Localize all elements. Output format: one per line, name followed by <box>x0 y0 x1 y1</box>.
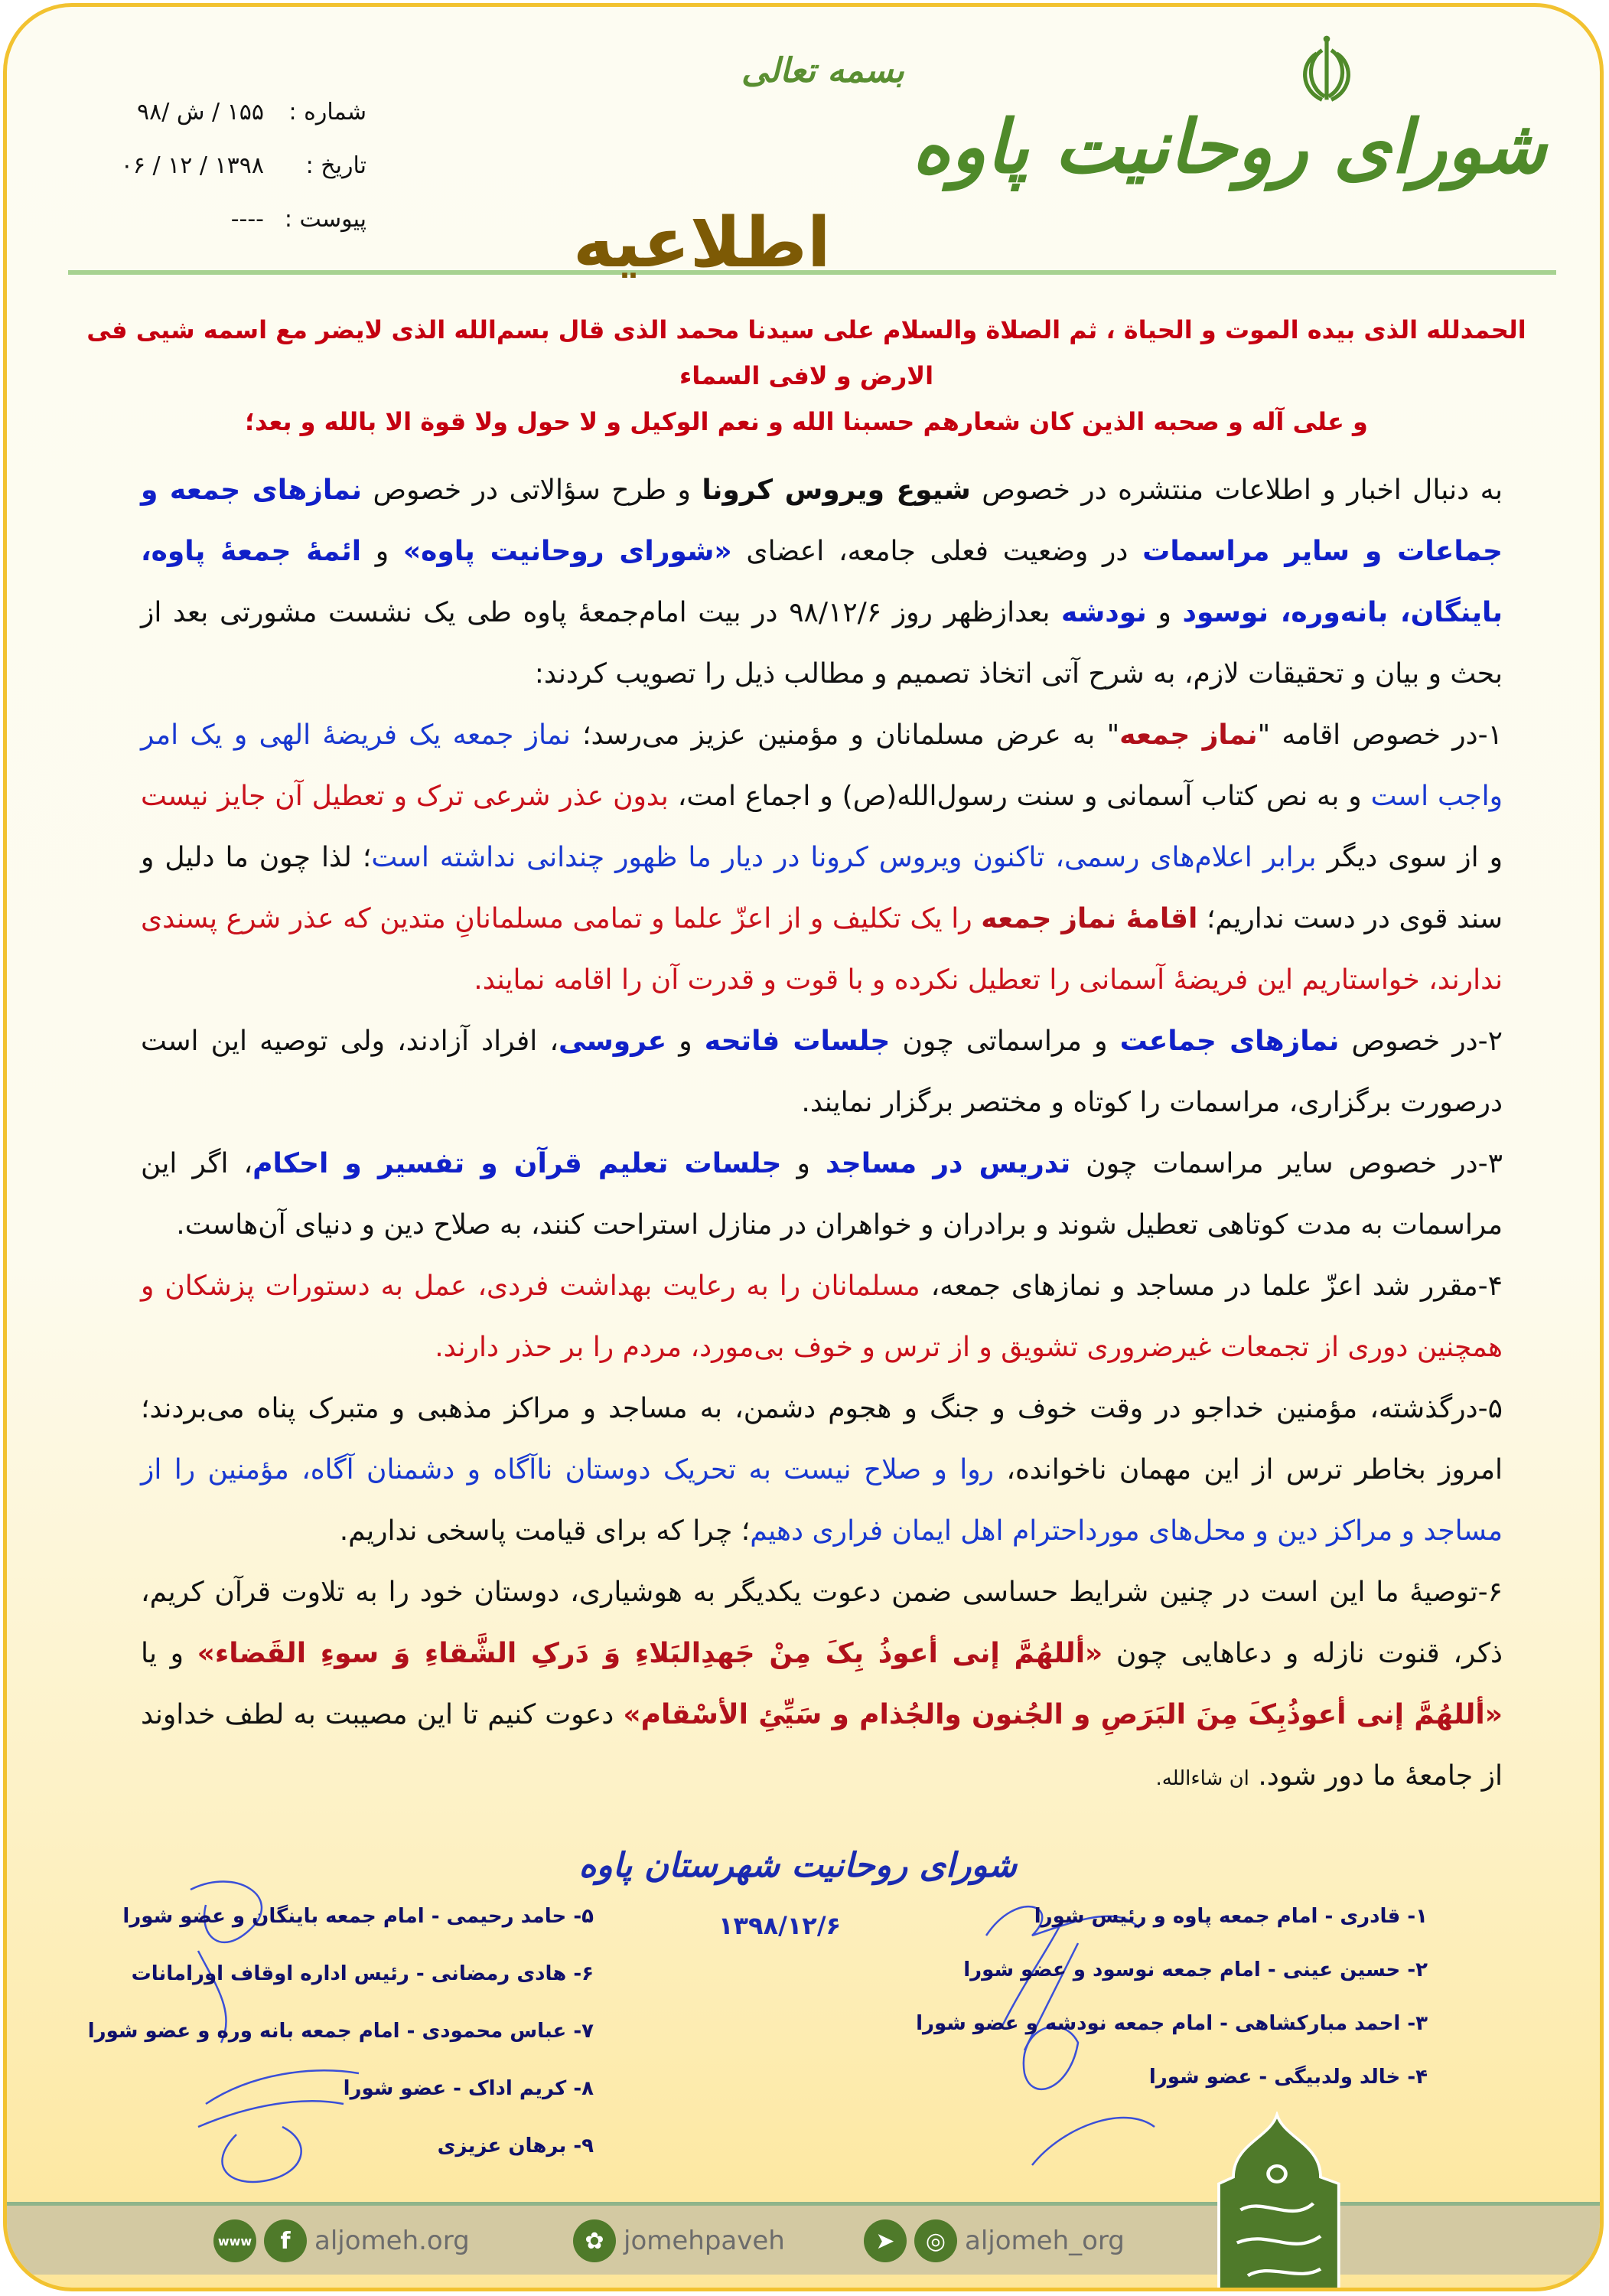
iran-emblem-icon <box>1292 34 1361 106</box>
text-segment: بعدازظهر روز ۹۸/۱۲/۶ در بیت امام‌جمعهٔ پاوه طی یک نشست مشورتی بعد از بحث و بیان و تحقیقات لازم، به شرح آتی اتخاذ تصمیم و مطالب ذیل را تصویب کردند: <box>141 597 1503 690</box>
text-segment: روا و صلاح نیست به تحریک دوستان ناآگاه و دشمنان آگاه، مؤمنین را از مساجد و مراکز دین و محل‌های مورداحترام اهل ایمان فراری دهیم <box>141 1454 1503 1547</box>
text-segment: نمازهای جمعه و جماعات و سایر مراسمات <box>141 475 1503 567</box>
telegram-icon: ➤ <box>864 2219 907 2262</box>
notice-title: اطلاعیه <box>573 203 831 283</box>
signature-mark <box>198 2070 359 2127</box>
text-segment: بدون عذر شرعی ترک و تعطیل آن جایز نیست <box>141 781 669 812</box>
channel-link[interactable]: ✿ jomehpaveh <box>573 2219 785 2262</box>
instagram-icon: ◎ <box>914 2219 957 2262</box>
text-segment: و مراسماتی چون <box>890 1026 1120 1057</box>
text-segment: و به نص کتاب آسمانی و سنت رسول‌الله(ص) و اجماع امت، <box>668 781 1371 812</box>
text-segment: ان شاءالله. <box>1155 1767 1249 1790</box>
signatory: ۹- برهان عزیزی <box>437 2135 594 2157</box>
paragraph-0 <box>141 460 1503 705</box>
text-segment: و از سوی دیگر <box>1316 842 1503 873</box>
signature-mark <box>1024 2027 1078 2089</box>
text-segment: جلسات فاتحه <box>704 1026 891 1057</box>
globe-icon: www <box>213 2219 256 2262</box>
notice-body <box>141 460 1503 1809</box>
text-segment: اقامهٔ نماز جمعه <box>981 903 1198 934</box>
text-segment: ۳-در خصوص سایر مراسمات چون <box>1070 1148 1503 1179</box>
arabic-preface-line-2: و علی آله و صحبه الذین کان شعارهم حسبنا الله و نعم الوکیل و لا حول ولا قوة الا بالله و بعد؛ <box>245 407 1368 436</box>
social-link[interactable]: ➤ ◎ aljomeh_org <box>864 2219 1125 2262</box>
app-icon: ✿ <box>573 2219 616 2262</box>
text-segment: «أللهُمَّ إنی أعوذُ بِکَ مِنْ جَهدِالبَلاءِ وَ دَرکِ الشَّقاءِ وَ سوءِ القَضاء» <box>197 1638 1103 1669</box>
signatory: ۶- هادی رمضانی - رئیس اداره اوقاف اورامانات <box>131 1962 594 1985</box>
text-segment: ۱-در خصوص اقامه " <box>1257 719 1503 751</box>
website-link[interactable]: www f aljomeh.org <box>213 2219 470 2262</box>
text-segment: ۵-درگذشته، مؤمنین خداجو در وقت خوف و جنگ و هجوم دشمن، به مساجد و مراکز مذهبی و متبرک پناه می‌بردند؛ امروز بخاطر ترس از این مهمان ناخوانده، <box>141 1393 1503 1486</box>
signatory: ۳- احمد مبارکشاهی - امام جمعه نودشه و عضو شورا <box>916 2012 1428 2035</box>
text-segment: و <box>361 536 403 567</box>
facebook-icon: f <box>264 2219 307 2262</box>
signature-mark <box>222 2127 301 2182</box>
text-segment: ائمهٔ جمعهٔ پاوه، باینگان، بانه‌وره، نوسود <box>141 536 1503 628</box>
text-segment: و یا <box>141 1638 197 1669</box>
text-segment: نودشه <box>1061 597 1147 628</box>
text-segment: ، اگر این مراسمات به مدت کوتاهی تعطیل شوند و برادران و خواهران در منازل استراحت کنند، به صلاح دین و دنیای آن‌هاست. <box>141 1148 1503 1241</box>
text-segment: و <box>666 1026 705 1057</box>
meta-date: تاریخ : ۱۳۹۸ / ۱۲ / ۰۶ <box>120 152 366 179</box>
signatory: ۵- حامد رحیمی - امام جمعه باینگان و عضو شورا <box>122 1905 594 1928</box>
text-segment: و <box>781 1148 826 1179</box>
text-segment: ۴-مقرر شد اعزّ علما در مساجد و نمازهای جمعه، <box>920 1270 1503 1302</box>
signatory: ۴- خالد ولدبیگی - عضو شورا <box>1148 2066 1428 2089</box>
text-segment: «أللهُمَّ إنی أعوذُبِکَ مِنَ البَرَصِ و الجُنون والجُذام و سَیِّئِ الأسْقام» <box>623 1699 1503 1730</box>
paragraph-5 <box>141 1378 1503 1562</box>
paragraph-4 <box>141 1256 1503 1378</box>
text-segment: دعوت کنیم تا این مصیبت به لطف خداوند از جامعهٔ ما دور شود. <box>141 1699 1503 1792</box>
arabic-preface <box>80 307 1533 445</box>
text-segment: «شورای روحانیت پاوه» <box>402 536 732 567</box>
text-segment: نمازهای جماعت <box>1119 1026 1340 1057</box>
text-segment: برابر اعلام‌های رسمی، تاکنون ویروس کرونا در دیار ما ظهور چندانی نداشته است <box>371 842 1317 873</box>
text-segment: " به عرض مسلمانان و مؤمنین عزیز می‌رسد؛ <box>570 719 1120 751</box>
seal-logo <box>1204 2112 1350 2291</box>
bismillah-heading: بسمه تعالی <box>741 51 904 90</box>
organization-title: شورای روحانیت پاوه <box>912 103 1546 190</box>
text-segment: را یک تکلیف و از اعزّ علما و تمامی مسلمانانِ متدین که عذر شرع پسندی ندارند، خواستاریم این فریضهٔ آسمانی را تعطیل نکرده و با قوت و قدرت آن را اقامه نمایند. <box>141 903 1503 996</box>
paragraph-2 <box>141 1011 1503 1133</box>
text-segment: در وضعیت فعلی جامعه، اعضای <box>731 536 1143 567</box>
signatory: ۷- عباس محمودی - امام جمعه بانه وره و عضو شورا <box>87 2020 594 2043</box>
text-segment: ؛ لذا چون ما دلیل و سند قوی در دست نداریم؛ <box>141 842 1503 934</box>
text-segment: نماز جمعه یک فریضهٔ الهی و یک امر واجب است <box>141 719 1503 812</box>
meta-number: شماره : ۱۵۵ / ش /۹۸ <box>136 99 366 126</box>
text-segment: جلسات تعلیم قرآن و تفسیر و احکام <box>252 1148 782 1179</box>
paragraph-3 <box>141 1133 1503 1256</box>
signatures-date: ۱۳۹۸/۱۲/۶ <box>718 1911 842 1940</box>
text-segment: ، افراد آزادند، ولی توصیه این است درصورت برگزاری، مراسمات را کوتاه و مختصر برگزار نمایند. <box>141 1026 1503 1118</box>
text-segment: نماز جمعه <box>1119 719 1258 751</box>
text-segment: به دنبال اخبار و اطلاعات منتشره در خصوص <box>970 475 1503 506</box>
paragraph-1 <box>141 705 1503 1011</box>
signatory: ۱- قادری - امام جمعه پاوه و رئیس شورا <box>1034 1905 1428 1928</box>
meta-attachment: پیوست : ---- <box>230 206 366 233</box>
footer-bar <box>7 2202 1604 2275</box>
document-page <box>3 3 1604 2291</box>
text-segment: شیوع ویروس کرونا <box>702 475 971 506</box>
paragraph-6 <box>141 1562 1503 1809</box>
signatory: ۸- کریم اداک - عضو شورا <box>343 2077 594 2100</box>
text-segment: ۶-توصیهٔ ما این است در چنین شرایط حساسی ضمن دعوت یکدیگر به هوشیاری، دوستان خود را به تلاوت قرآن کریم، ذکر، قنوت نازله و دعاهایی چون <box>141 1577 1503 1669</box>
text-segment: و <box>1146 597 1183 628</box>
text-segment: و طرح سؤالاتی در خصوص <box>362 475 702 506</box>
text-segment: تدریس در مساجد <box>826 1148 1071 1179</box>
arabic-preface-line-1: الحمدلله الذی بیده الموت و الحیاة ، ثم الصلاة والسلام علی سیدنا محمد الذی قال بسم‌الله الذی لایضر مع اسمه شیی فی الارض و لافی السماء <box>86 315 1526 390</box>
signature-mark <box>1032 2118 1155 2165</box>
text-segment: مسلمانان را به رعایت بهداشت فردی، عمل به دستورات پزشکان و همچنین دوری از تجمعات غیرضروری تشویق و از ترس و خوف بی‌مورد، مردم را بر حذر دارند. <box>141 1270 1503 1363</box>
text-segment: عروسی <box>558 1026 667 1057</box>
text-segment: ۲-در خصوص <box>1339 1026 1503 1057</box>
signatory: ۲- حسین عینی - امام جمعه نوسود و عضو شورا <box>963 1958 1428 1981</box>
signatures-title: شورای روحانیت شهرستان پاوه <box>578 1846 1017 1885</box>
text-segment: ؛ چرا که برای قیامت پاسخی نداریم. <box>339 1515 751 1547</box>
